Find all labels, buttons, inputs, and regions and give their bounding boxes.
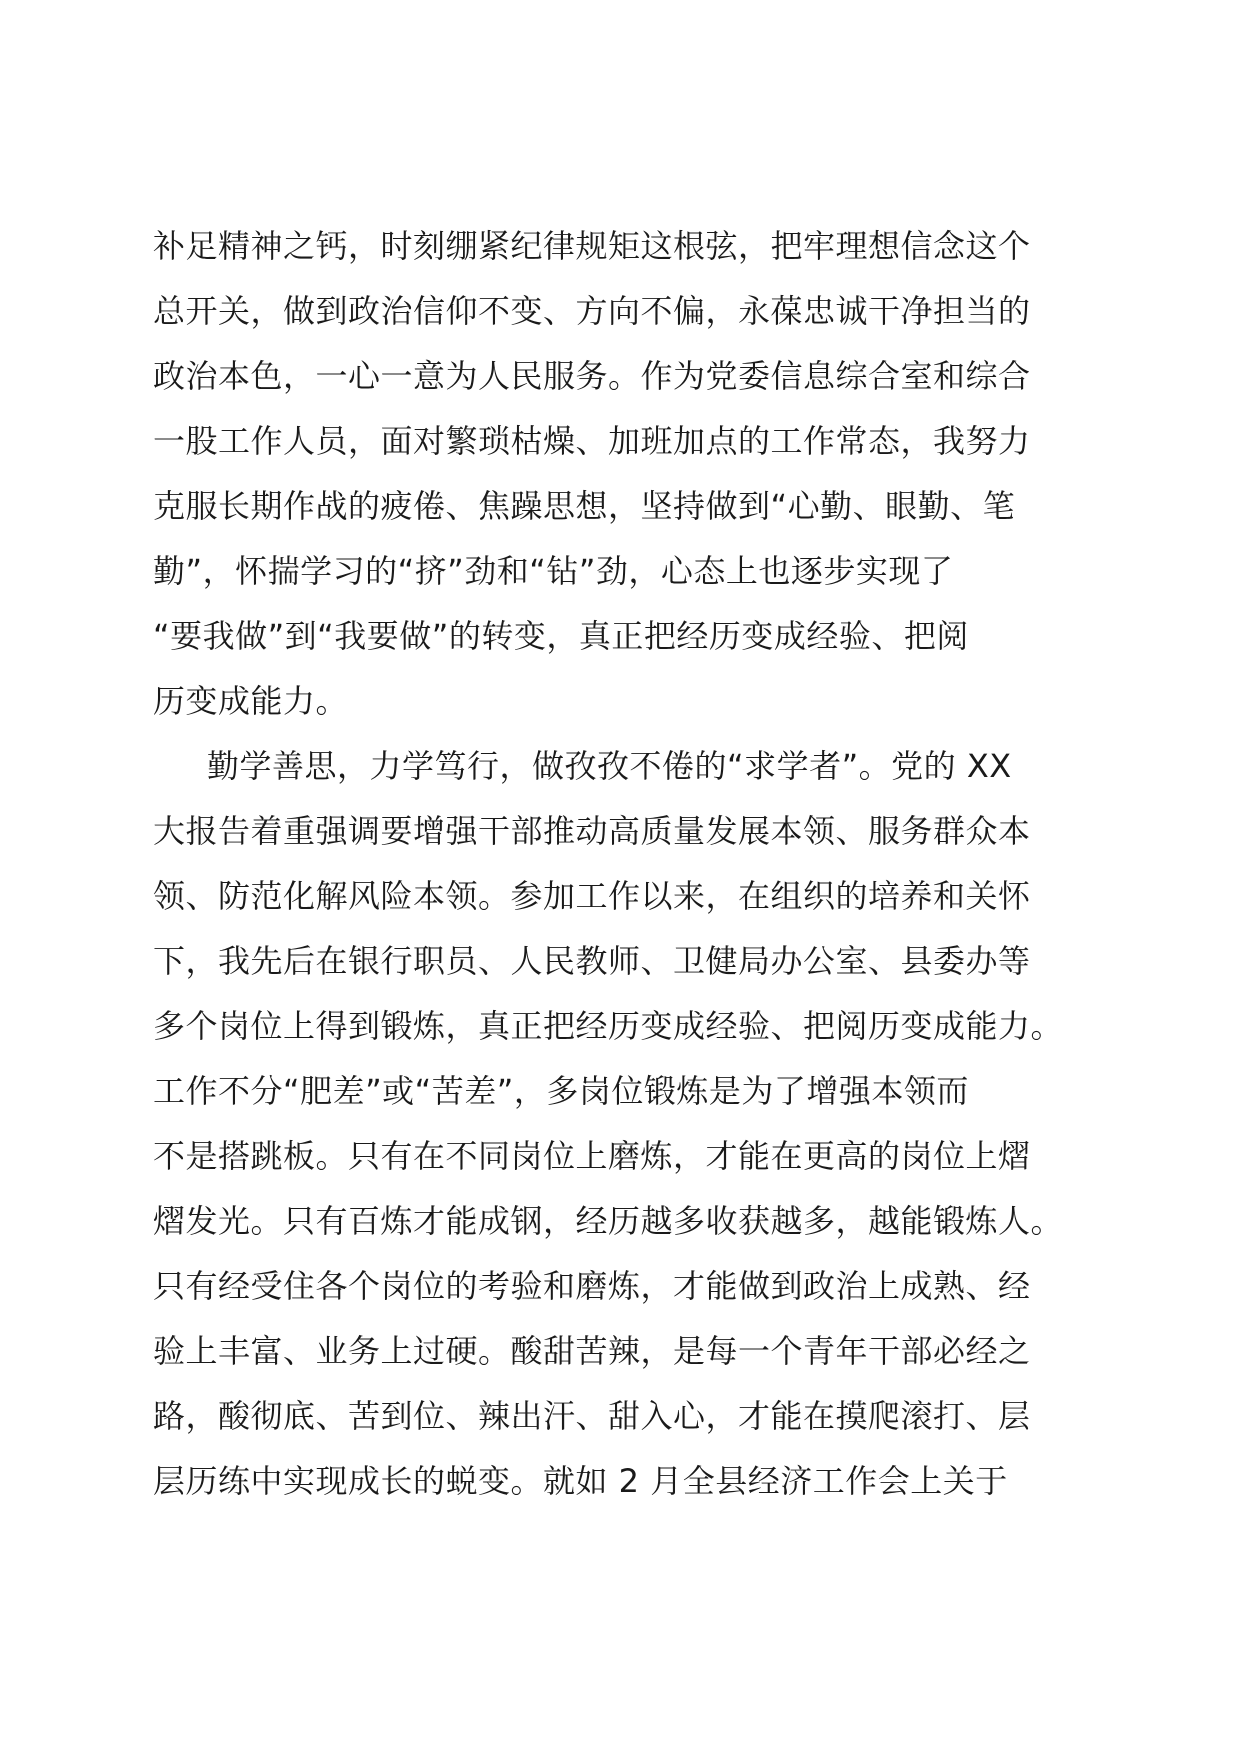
document-body <box>153 214 1073 1514</box>
paragraph-line: 补足精神之钙，时刻绷紧纪律规矩这根弦，把牢理想信念这个 <box>153 227 1031 265</box>
paragraph-line: 大报告着重强调要增强干部推动高质量发展本领、服务群众本 <box>153 812 1031 850</box>
paragraph-line: 历变成能力。 <box>153 682 349 720</box>
paragraph-line: 多个岗位上得到锻炼，真正把经历变成经验、把阅历变成能力。 <box>153 1007 1064 1045</box>
paragraph-line: 领、防范化解风险本领。参加工作以来，在组织的培养和关怀 <box>153 877 1031 915</box>
paragraph-1 <box>153 214 1073 734</box>
paragraph-line: 验上丰富、业务上过硬。酸甜苦辣，是每一个青年干部必经之 <box>153 1332 1031 1370</box>
paragraph-line: 只有经受住各个岗位的考验和磨炼，才能做到政治上成熟、经 <box>153 1267 1031 1305</box>
paragraph-line: 熠发光。只有百炼才能成钢，经历越多收获越多，越能锻炼人。 <box>153 1202 1064 1240</box>
paragraph-line: “要我做”到“我要做”的转变，真正把经历变成经验、把阅 <box>153 617 969 655</box>
paragraph-line: 勤”，怀揣学习的“挤”劲和“钻”劲，心态上也逐步实现了 <box>153 552 954 590</box>
paragraph-line: 不是搭跳板。只有在不同岗位上磨炼，才能在更高的岗位上熠 <box>153 1137 1031 1175</box>
paragraph-2 <box>153 734 1073 1514</box>
paragraph-line: 层历练中实现成长的蜕变。就如 2 月全县经济工作会上关于 <box>153 1462 1008 1500</box>
paragraph-line: 勤学善思，力学笃行，做孜孜不倦的“求学者”。党的 XX <box>207 747 1012 785</box>
paragraph-line: 克服长期作战的疲倦、焦躁思想，坚持做到“心勤、眼勤、笔 <box>153 487 1016 525</box>
paragraph-line: 工作不分“肥差”或“苦差”，多岗位锻炼是为了增强本领而 <box>153 1072 969 1110</box>
paragraph-line: 一股工作人员，面对繁琐枯燥、加班加点的工作常态，我努力 <box>153 422 1031 460</box>
paragraph-line: 路，酸彻底、苦到位、辣出汗、甜入心，才能在摸爬滚打、层 <box>153 1397 1031 1435</box>
paragraph-line: 政治本色，一心一意为人民服务。作为党委信息综合室和综合 <box>153 357 1031 395</box>
paragraph-line: 下，我先后在银行职员、人民教师、卫健局办公室、县委办等 <box>153 942 1031 980</box>
paragraph-line: 总开关，做到政治信仰不变、方向不偏，永葆忠诚干净担当的 <box>153 292 1031 330</box>
